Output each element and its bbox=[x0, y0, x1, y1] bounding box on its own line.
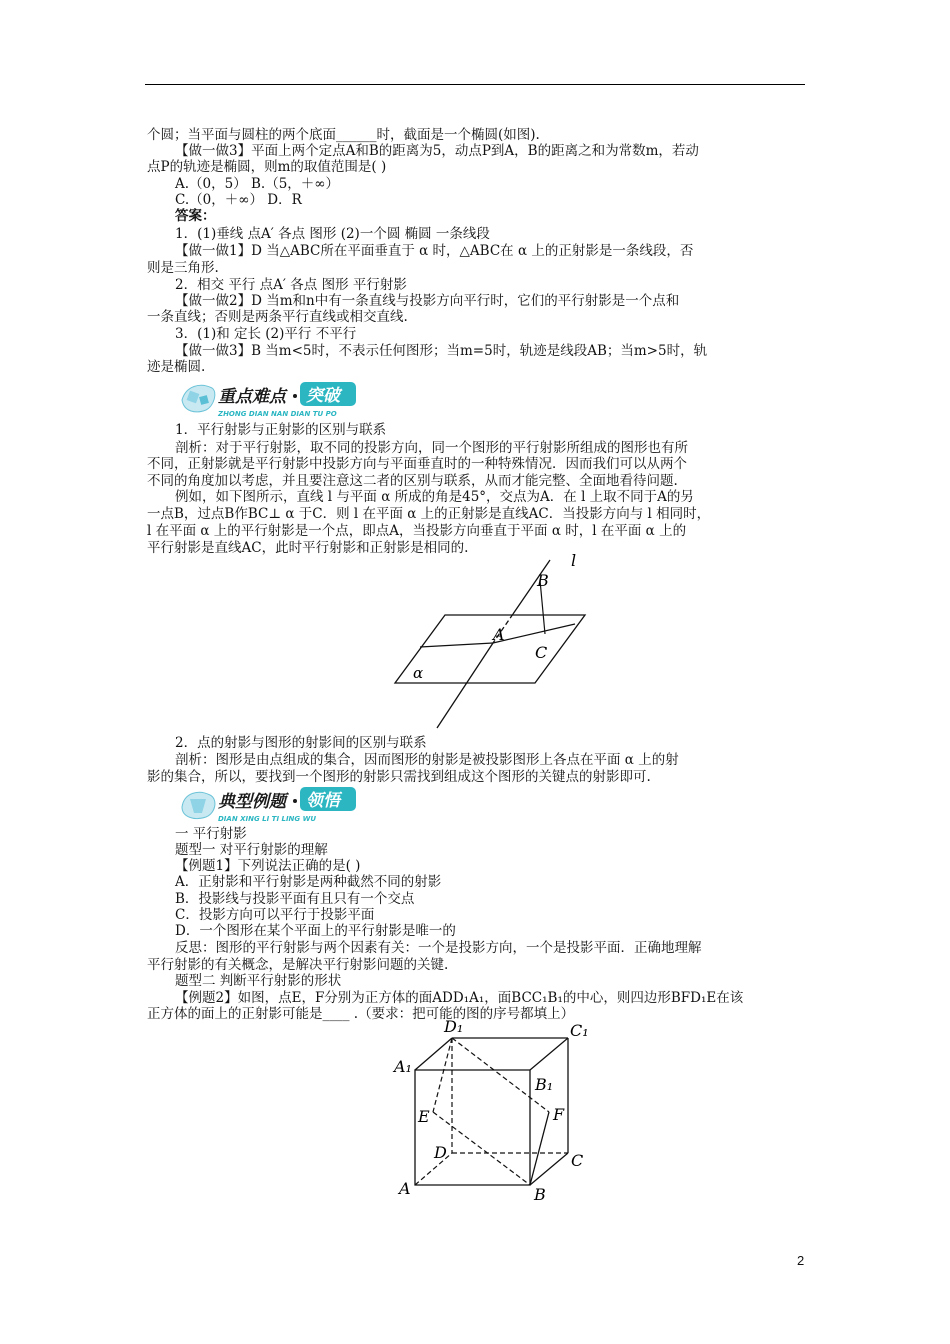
question-line: 【例题2】如图，点E，F分别为正方体的面ADD₁A₁，面BCC₁B₁的中心，则四边形BFD₁E在该 bbox=[175, 990, 744, 1006]
label-C1: C₁ bbox=[570, 1021, 589, 1040]
text-line: 一点B，过点B作BC⊥ α 于C．则 l 在平面 α 上的正射影是直线AC．当投影方向与 l 相同时， bbox=[147, 506, 711, 522]
text-line: 2．相交 平行 点A′ 各点 图形 平行射影 bbox=[175, 277, 407, 293]
text-line: 不同，正射影就是平行射影中投影方向与平面垂直时的一种特殊情况．因而我们可以从两个 bbox=[147, 456, 687, 472]
text-line: 【做一做3】平面上两个定点A和B的距离为5，动点P到A，B的距离之和为常数m，若动 bbox=[175, 143, 699, 159]
label-C: C bbox=[535, 643, 548, 662]
option-line: B．投影线与投影平面有且只有一个交点 bbox=[175, 891, 415, 907]
text-line: l 在平面 α 上的平行射影是一个点，即点A，当投影方向垂直于平面 α 时，l 在平面 α 上的 bbox=[147, 523, 687, 539]
page-number: 2 bbox=[797, 1253, 805, 1268]
label-A: A bbox=[493, 625, 505, 644]
option-line: A.（0，5） B.（5，＋∞） bbox=[175, 176, 340, 192]
banner-tag: 突破 bbox=[306, 386, 340, 406]
label-B: B bbox=[537, 571, 549, 590]
label-B1: B₁ bbox=[535, 1075, 554, 1094]
text-line: 一条直线；否则是两条平行直线或相交直线. bbox=[147, 309, 408, 325]
banner-tag: 领悟 bbox=[306, 791, 340, 811]
section-banner-key-points bbox=[178, 378, 398, 422]
subheading: 题型二 判断平行射影的形状 bbox=[175, 973, 342, 989]
question-line: 【例题1】下列说法正确的是( ) bbox=[175, 858, 361, 874]
section-banner-examples bbox=[178, 783, 398, 827]
banner-title: 重点难点 bbox=[218, 387, 286, 407]
option-line: D．一个图形在某个平面上的平行射影是唯一的 bbox=[175, 923, 456, 939]
answer-heading: 答案： bbox=[175, 208, 216, 224]
text-line: 3．(1)和 定长 (2)平行 不平行 bbox=[175, 326, 357, 342]
section-heading: 一 平行射影 bbox=[175, 826, 247, 842]
subheading: 1．平行射影与正射影的区别与联系 bbox=[175, 422, 387, 438]
header-rule bbox=[145, 84, 805, 85]
text-line: 点P的轨迹是椭圆，则m的取值范围是( ) bbox=[147, 159, 387, 175]
banner-pinyin: ZHONG DIAN NAN DIAN TU PO bbox=[218, 410, 337, 418]
text-line: 反思：图形的平行射影与两个因素有关：一个是投影方向，一个是投影平面．正确地理解 bbox=[175, 940, 702, 956]
label-E: E bbox=[418, 1107, 430, 1126]
text-line: 平行射影的有关概念，是解决平行射影问题的关键. bbox=[147, 957, 449, 973]
figure-cube bbox=[390, 1020, 600, 1205]
text-line: 例如，如下图所示，直线 l 与平面 α 所成的角是45°，交点为A．在 l 上取不同于A的另 bbox=[175, 489, 694, 505]
text-line: 迹是椭圆. bbox=[147, 359, 206, 375]
text-line: 1．(1)垂线 点A′ 各点 图形 (2)一个圆 椭圆 一条线段 bbox=[175, 226, 490, 242]
label-A1: A₁ bbox=[394, 1057, 412, 1076]
label-D1: D₁ bbox=[444, 1020, 464, 1036]
subheading: 2．点的射影与图形的射影间的区别与联系 bbox=[175, 735, 427, 751]
figure-line-plane bbox=[385, 548, 605, 738]
label-A: A bbox=[399, 1179, 411, 1198]
label-D: D bbox=[434, 1143, 447, 1162]
option-line: A．正射影和平行射影是两种截然不同的射影 bbox=[175, 874, 442, 890]
text-line: 平行射影是直线AC，此时平行射影和正射影是相同的. bbox=[147, 540, 469, 556]
banner-pinyin: DIAN XING LI TI LING WU bbox=[218, 815, 316, 823]
text-line: 个圆；当平面与圆柱的两个底面______时，截面是一个椭圆(如图). bbox=[147, 127, 540, 143]
label-B: B bbox=[534, 1185, 546, 1204]
label-C: C bbox=[571, 1151, 584, 1170]
label-F: F bbox=[553, 1105, 565, 1124]
subheading: 题型一 对平行射影的理解 bbox=[175, 842, 328, 858]
text-line: 【做一做1】D 当△ABC所在平面垂直于 α 时，△ABC在 α 上的正射影是一条线段，否 bbox=[175, 243, 694, 259]
text-line: 不同的角度加以考虑，并且要注意这二者的区别与联系，从而才能完整、全面地看待问题. bbox=[147, 473, 678, 489]
option-line: C.（0，＋∞） D．R bbox=[175, 192, 302, 208]
label-alpha: α bbox=[413, 664, 424, 682]
text-line: 剖析：对于平行射影，取不同的投影方向，同一个图形的平行射影所组成的图形也有所 bbox=[175, 440, 688, 456]
text-line: 剖析：图形是由点组成的集合，因而图形的射影是被投影图形上各点在平面 α 上的射 bbox=[175, 752, 679, 768]
banner-title: 典型例题 bbox=[218, 792, 286, 812]
text-line: 【做一做2】D 当m和n中有一条直线与投影方向平行时，它们的平行射影是一个点和 bbox=[175, 293, 680, 309]
text-line: 影的集合，所以，要找到一个图形的射影只需找到组成这个图形的关键点的射影即可. bbox=[147, 769, 651, 785]
question-line: 正方体的面上的正射影可能是____ .（要求：把可能的图的序号都填上） bbox=[147, 1006, 575, 1022]
text-line: 【做一做3】B 当m<5时，不表示任何图形；当m=5时，轨迹是线段AB；当m>5时，轨 bbox=[175, 343, 708, 359]
label-l: l bbox=[571, 551, 577, 570]
option-line: C．投影方向可以平行于投影平面 bbox=[175, 907, 375, 923]
text-line: 则是三角形. bbox=[147, 260, 219, 276]
